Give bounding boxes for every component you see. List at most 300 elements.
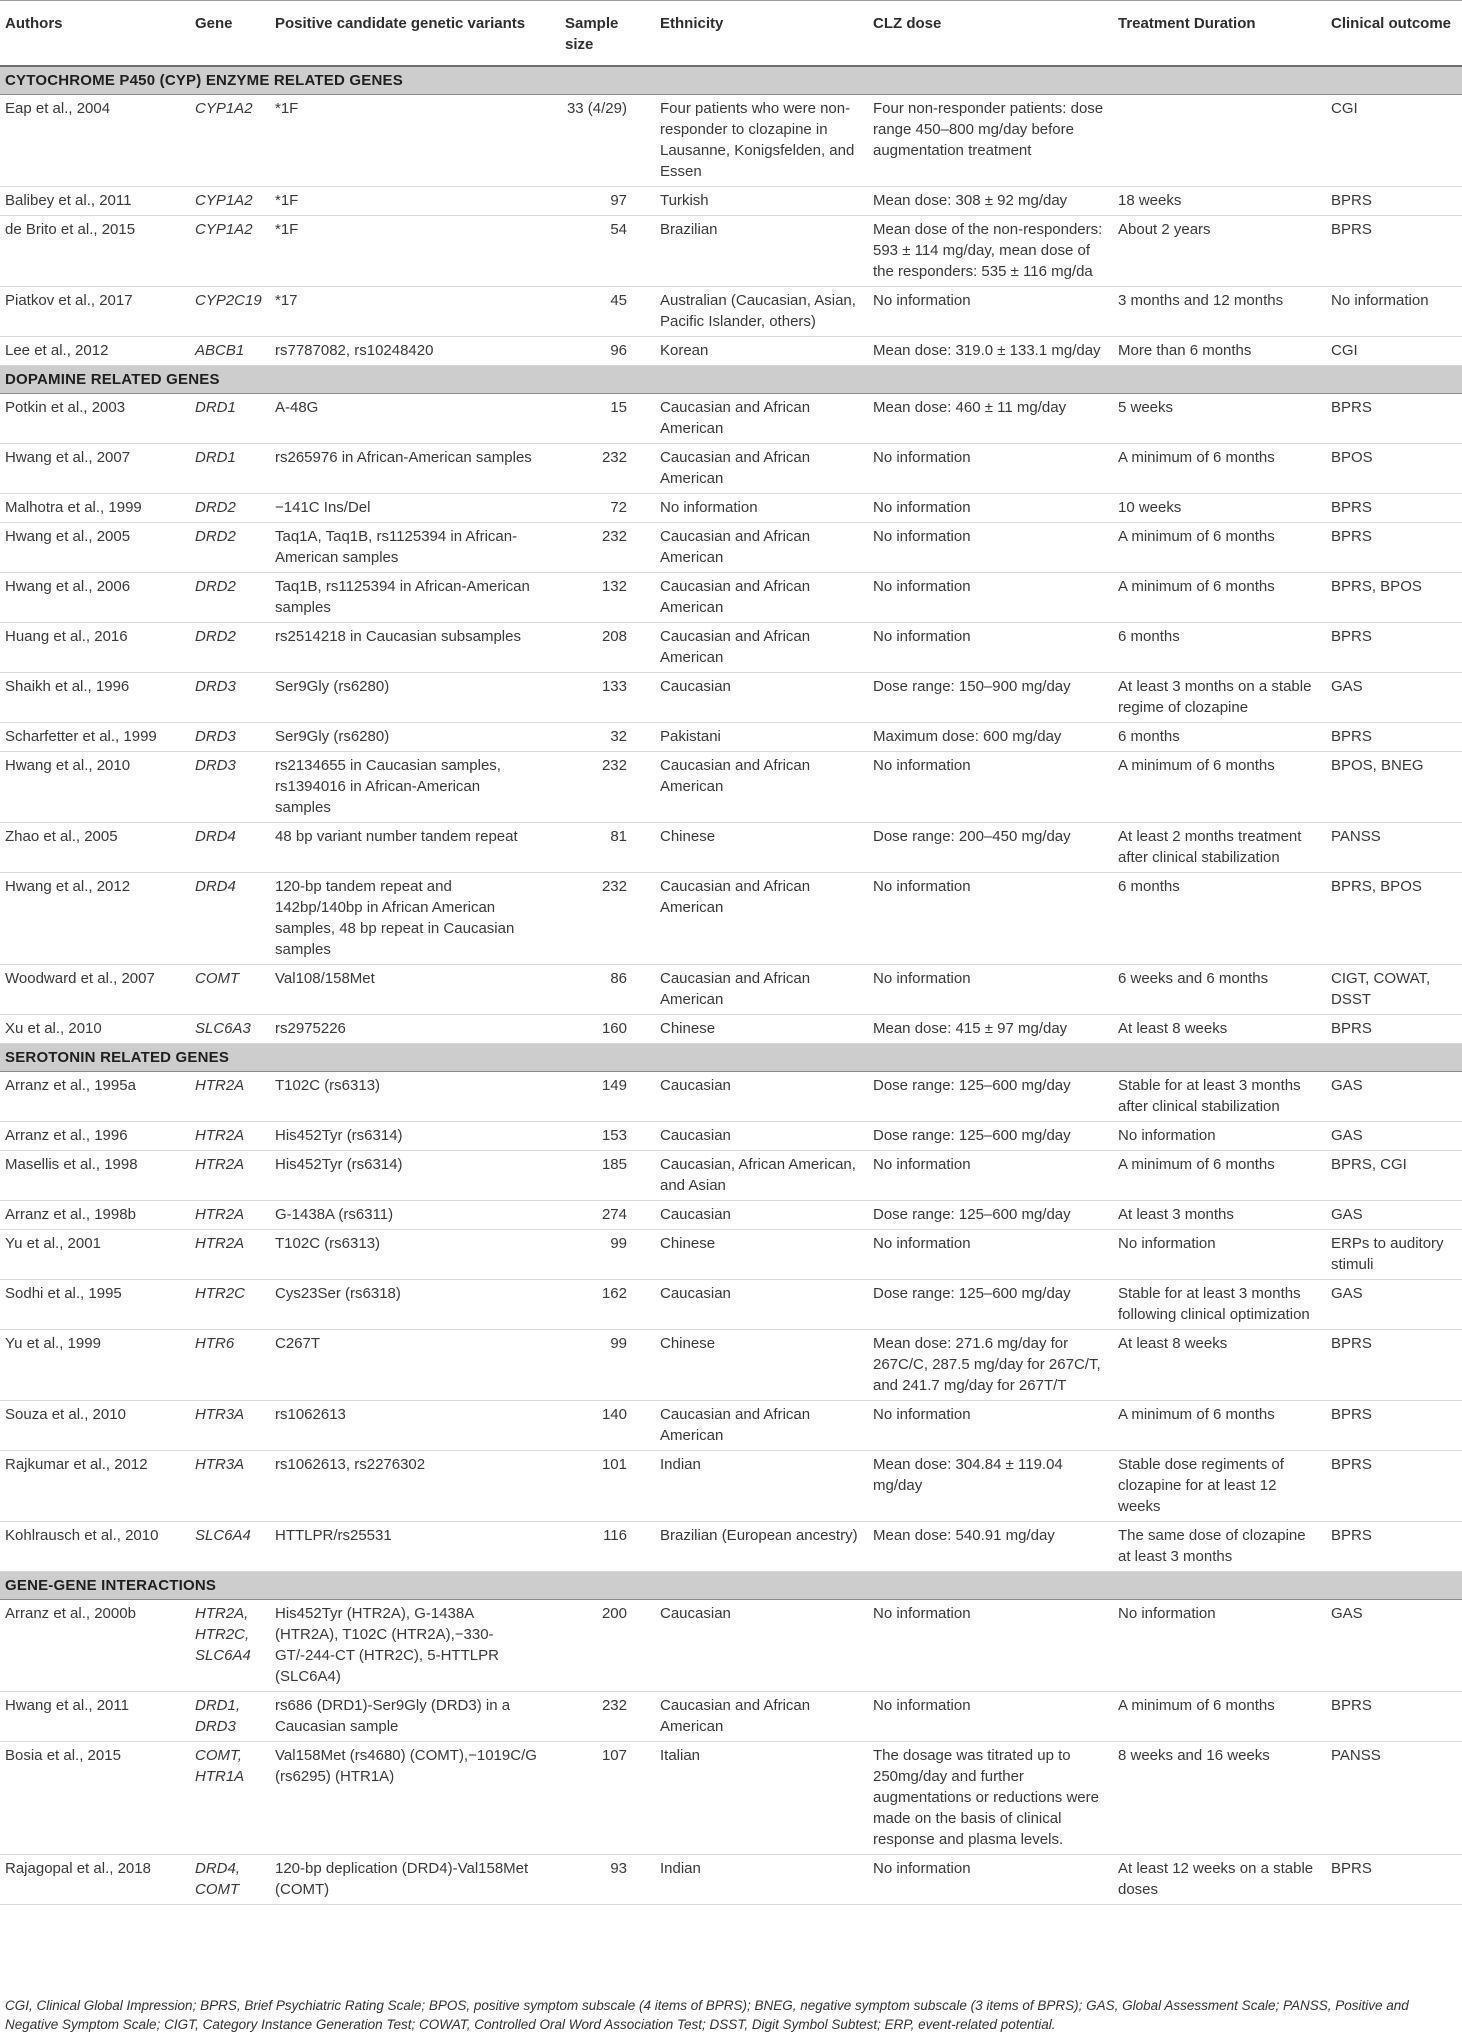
- cell-ethnicity: Four patients who were non-responder to clozapine in Lausanne, Konigsfelden, and Essen: [655, 95, 868, 187]
- cell-treatment-duration: About 2 years: [1113, 216, 1326, 287]
- cell-sample-size: 32: [545, 723, 655, 752]
- cell-clz-dose: No information: [868, 494, 1113, 523]
- cell-clz-dose: Mean dose: 460 ± 11 mg/day: [868, 394, 1113, 444]
- header-clinical-outcome: Clinical outcome: [1326, 1, 1462, 67]
- cell-clz-dose: Mean dose: 415 ± 97 mg/day: [868, 1015, 1113, 1044]
- cell-author: Xu et al., 2010: [0, 1015, 190, 1044]
- cell-ethnicity: Caucasian: [655, 1201, 868, 1230]
- cell-treatment-duration: At least 3 months on a stable regime of clozapine: [1113, 673, 1326, 723]
- cell-clinical-outcome: BPOS: [1326, 444, 1462, 494]
- cell-gene: HTR3A: [190, 1401, 270, 1451]
- cell-author: Masellis et al., 1998: [0, 1151, 190, 1201]
- cell-clinical-outcome: CGI: [1326, 95, 1462, 187]
- cell-sample-size: 107: [545, 1742, 655, 1855]
- cell-clinical-outcome: BPRS: [1326, 1522, 1462, 1572]
- cell-sample-size: 101: [545, 1451, 655, 1522]
- table-row: [0, 1151, 1462, 1201]
- cell-author: Bosia et al., 2015: [0, 1742, 190, 1855]
- cell-variants: His452Tyr (HTR2A), G-1438A (HTR2A), T102C (HTR2A),−330-GT/-244-CT (HTR2C), 5-HTTLPR (SLC6A4): [270, 1600, 545, 1692]
- cell-gene: CYP1A2: [190, 95, 270, 187]
- cell-ethnicity: Caucasian and African American: [655, 873, 868, 965]
- cell-treatment-duration: The same dose of clozapine at least 3 months: [1113, 1522, 1326, 1572]
- table-row: [0, 873, 1462, 965]
- cell-author: Hwang et al., 2012: [0, 873, 190, 965]
- section-header-row: [0, 66, 1462, 95]
- table-row: [0, 965, 1462, 1015]
- cell-variants: 120-bp tandem repeat and 142bp/140bp in African American samples, 48 bp repeat in Caucasian samples: [270, 873, 545, 965]
- cell-author: Balibey et al., 2011: [0, 187, 190, 216]
- cell-ethnicity: Caucasian and African American: [655, 394, 868, 444]
- cell-clinical-outcome: GAS: [1326, 1600, 1462, 1692]
- cell-gene: DRD2: [190, 573, 270, 623]
- cell-ethnicity: Caucasian: [655, 1600, 868, 1692]
- cell-treatment-duration: Stable for at least 3 months following clinical optimization: [1113, 1280, 1326, 1330]
- cell-variants: *17: [270, 287, 545, 337]
- cell-ethnicity: Caucasian and African American: [655, 623, 868, 673]
- cell-clz-dose: No information: [868, 1692, 1113, 1742]
- cell-gene: CYP1A2: [190, 216, 270, 287]
- cell-ethnicity: Caucasian and African American: [655, 965, 868, 1015]
- cell-variants: Taq1B, rs1125394 in African-American samples: [270, 573, 545, 623]
- cell-treatment-duration: 18 weeks: [1113, 187, 1326, 216]
- cell-sample-size: 274: [545, 1201, 655, 1230]
- cell-clz-dose: The dosage was titrated up to 250mg/day and further augmentations or reductions were made on the basis of clinical response and plasma levels.: [868, 1742, 1113, 1855]
- cell-variants: Val158Met (rs4680) (COMT),−1019C/G (rs6295) (HTR1A): [270, 1742, 545, 1855]
- cell-clz-dose: No information: [868, 287, 1113, 337]
- cell-author: Sodhi et al., 1995: [0, 1280, 190, 1330]
- cell-clz-dose: No information: [868, 873, 1113, 965]
- cell-clinical-outcome: GAS: [1326, 1201, 1462, 1230]
- cell-author: Eap et al., 2004: [0, 95, 190, 187]
- cell-ethnicity: Caucasian and African American: [655, 573, 868, 623]
- cell-gene: DRD4, COMT: [190, 1855, 270, 1905]
- table-row: [0, 1401, 1462, 1451]
- cell-gene: HTR2A: [190, 1122, 270, 1151]
- cell-clz-dose: Dose range: 125–600 mg/day: [868, 1280, 1113, 1330]
- cell-author: Hwang et al., 2011: [0, 1692, 190, 1742]
- cell-treatment-duration: No information: [1113, 1230, 1326, 1280]
- cell-clinical-outcome: BPRS: [1326, 187, 1462, 216]
- cell-clz-dose: No information: [868, 752, 1113, 823]
- cell-gene: DRD2: [190, 623, 270, 673]
- section-header-row: [0, 1572, 1462, 1600]
- cell-clinical-outcome: BPRS, CGI: [1326, 1151, 1462, 1201]
- cell-ethnicity: Caucasian: [655, 1072, 868, 1122]
- table-row: [0, 1072, 1462, 1122]
- cell-sample-size: 232: [545, 873, 655, 965]
- cell-gene: ABCB1: [190, 337, 270, 366]
- cell-clz-dose: Mean dose of the non-responders: 593 ± 114 mg/day, mean dose of the responders: 535 ± 116 mg/da: [868, 216, 1113, 287]
- cell-ethnicity: Chinese: [655, 1015, 868, 1044]
- cell-ethnicity: Caucasian, African American, and Asian: [655, 1151, 868, 1201]
- cell-variants: Taq1A, Taq1B, rs1125394 in African-American samples: [270, 523, 545, 573]
- cell-clz-dose: No information: [868, 1401, 1113, 1451]
- table-row: [0, 444, 1462, 494]
- table-row: [0, 337, 1462, 366]
- cell-treatment-duration: At least 2 months treatment after clinical stabilization: [1113, 823, 1326, 873]
- cell-treatment-duration: Stable for at least 3 months after clinical stabilization: [1113, 1072, 1326, 1122]
- cell-clz-dose: No information: [868, 1151, 1113, 1201]
- table-row: [0, 823, 1462, 873]
- cell-sample-size: 132: [545, 573, 655, 623]
- cell-author: Arranz et al., 1995a: [0, 1072, 190, 1122]
- table-row: [0, 1201, 1462, 1230]
- cell-author: Yu et al., 1999: [0, 1330, 190, 1401]
- header-authors: Authors: [0, 1, 190, 67]
- cell-ethnicity: Caucasian and African American: [655, 752, 868, 823]
- cell-clinical-outcome: BPRS: [1326, 1015, 1462, 1044]
- cell-ethnicity: No information: [655, 494, 868, 523]
- cell-gene: DRD2: [190, 494, 270, 523]
- cell-sample-size: 200: [545, 1600, 655, 1692]
- cell-clz-dose: Four non-responder patients: dose range 450–800 mg/day before augmentation treatment: [868, 95, 1113, 187]
- cell-ethnicity: Caucasian and African American: [655, 1692, 868, 1742]
- table-row: [0, 523, 1462, 573]
- cell-treatment-duration: 6 weeks and 6 months: [1113, 965, 1326, 1015]
- cell-variants: T102C (rs6313): [270, 1072, 545, 1122]
- table-row: [0, 1600, 1462, 1692]
- cell-variants: rs2514218 in Caucasian subsamples: [270, 623, 545, 673]
- cell-treatment-duration: At least 12 weeks on a stable doses: [1113, 1855, 1326, 1905]
- cell-treatment-duration: A minimum of 6 months: [1113, 523, 1326, 573]
- cell-treatment-duration: 5 weeks: [1113, 394, 1326, 444]
- cell-sample-size: 81: [545, 823, 655, 873]
- cell-clz-dose: No information: [868, 623, 1113, 673]
- cell-gene: HTR6: [190, 1330, 270, 1401]
- cell-ethnicity: Australian (Caucasian, Asian, Pacific Islander, others): [655, 287, 868, 337]
- cell-sample-size: 232: [545, 1692, 655, 1742]
- section-title: DOPAMINE RELATED GENES: [0, 366, 1462, 394]
- section-header-row: [0, 1044, 1462, 1072]
- cell-author: Hwang et al., 2006: [0, 573, 190, 623]
- table-header: [0, 1, 1462, 67]
- table-row: [0, 1230, 1462, 1280]
- cell-clinical-outcome: GAS: [1326, 1122, 1462, 1151]
- table-row: [0, 573, 1462, 623]
- cell-sample-size: 232: [545, 752, 655, 823]
- table-row: [0, 623, 1462, 673]
- cell-gene: HTR2C: [190, 1280, 270, 1330]
- cell-gene: HTR2A: [190, 1151, 270, 1201]
- cell-gene: SLC6A4: [190, 1522, 270, 1572]
- header-sample-size: Sample size: [545, 1, 655, 67]
- cell-author: Malhotra et al., 1999: [0, 494, 190, 523]
- cell-clz-dose: Mean dose: 319.0 ± 133.1 mg/day: [868, 337, 1113, 366]
- cell-ethnicity: Caucasian and African American: [655, 444, 868, 494]
- cell-clinical-outcome: BPRS: [1326, 1330, 1462, 1401]
- cell-sample-size: 153: [545, 1122, 655, 1151]
- cell-clinical-outcome: BPRS: [1326, 1692, 1462, 1742]
- cell-gene: DRD3: [190, 673, 270, 723]
- section-title: CYTOCHROME P450 (CYP) ENZYME RELATED GENES: [0, 66, 1462, 95]
- cell-treatment-duration: A minimum of 6 months: [1113, 1692, 1326, 1742]
- cell-clz-dose: Mean dose: 304.84 ± 119.04 mg/day: [868, 1451, 1113, 1522]
- cell-author: Souza et al., 2010: [0, 1401, 190, 1451]
- cell-sample-size: 232: [545, 444, 655, 494]
- cell-gene: DRD4: [190, 873, 270, 965]
- cell-author: Hwang et al., 2010: [0, 752, 190, 823]
- cell-sample-size: 99: [545, 1330, 655, 1401]
- cell-clz-dose: Mean dose: 540.91 mg/day: [868, 1522, 1113, 1572]
- cell-treatment-duration: 3 months and 12 months: [1113, 287, 1326, 337]
- cell-gene: CYP2C19: [190, 287, 270, 337]
- cell-treatment-duration: 6 months: [1113, 723, 1326, 752]
- cell-author: Arranz et al., 1998b: [0, 1201, 190, 1230]
- cell-clinical-outcome: CGI: [1326, 337, 1462, 366]
- table-row: [0, 1015, 1462, 1044]
- cell-variants: *1F: [270, 187, 545, 216]
- cell-author: Rajkumar et al., 2012: [0, 1451, 190, 1522]
- cell-gene: COMT: [190, 965, 270, 1015]
- cell-author: Lee et al., 2012: [0, 337, 190, 366]
- cell-clinical-outcome: BPRS, BPOS: [1326, 873, 1462, 965]
- cell-variants: *1F: [270, 95, 545, 187]
- cell-treatment-duration: At least 8 weeks: [1113, 1330, 1326, 1401]
- cell-ethnicity: Caucasian and African American: [655, 1401, 868, 1451]
- cell-clz-dose: Dose range: 125–600 mg/day: [868, 1201, 1113, 1230]
- cell-sample-size: 99: [545, 1230, 655, 1280]
- cell-clz-dose: Dose range: 200–450 mg/day: [868, 823, 1113, 873]
- table-footnote: CGI, Clinical Global Impression; BPRS, Brief Psychiatric Rating Scale; BPOS, positive symptom subscale (4 items of BPRS); BNEG, negative symptom subscale (3 items of BPRS); GAS, Global Assessment Scale; PANSS, Positive and Negative Symptom Scale; CIGT, Category Instance Generation Test; COWAT, Controlled Oral Word Association Test; DSST, Digit Symbol Subtest; ERP, event-related potential.: [5, 1998, 1409, 2032]
- cell-variants: 120-bp deplication (DRD4)-Val158Met (COMT): [270, 1855, 545, 1905]
- cell-clz-dose: Maximum dose: 600 mg/day: [868, 723, 1113, 752]
- cell-variants: Ser9Gly (rs6280): [270, 723, 545, 752]
- cell-ethnicity: Korean: [655, 337, 868, 366]
- cell-variants: rs7787082, rs10248420: [270, 337, 545, 366]
- cell-treatment-duration: More than 6 months: [1113, 337, 1326, 366]
- cell-ethnicity: Caucasian and African American: [655, 523, 868, 573]
- cell-author: Rajagopal et al., 2018: [0, 1855, 190, 1905]
- cell-variants: 48 bp variant number tandem repeat: [270, 823, 545, 873]
- cell-sample-size: 149: [545, 1072, 655, 1122]
- cell-treatment-duration: Stable dose regiments of clozapine for at least 12 weeks: [1113, 1451, 1326, 1522]
- cell-gene: DRD1: [190, 444, 270, 494]
- cell-variants: *1F: [270, 216, 545, 287]
- cell-clinical-outcome: BPRS: [1326, 216, 1462, 287]
- cell-ethnicity: Pakistani: [655, 723, 868, 752]
- cell-author: Arranz et al., 2000b: [0, 1600, 190, 1692]
- cell-sample-size: 116: [545, 1522, 655, 1572]
- table-row: [0, 394, 1462, 444]
- cell-treatment-duration: 8 weeks and 16 weeks: [1113, 1742, 1326, 1855]
- cell-ethnicity: Turkish: [655, 187, 868, 216]
- cell-clz-dose: Mean dose: 271.6 mg/day for 267C/C, 287.5 mg/day for 267C/T, and 241.7 mg/day for 267T/T: [868, 1330, 1113, 1401]
- cell-clinical-outcome: BPRS, BPOS: [1326, 573, 1462, 623]
- cell-variants: Val108/158Met: [270, 965, 545, 1015]
- cell-clz-dose: No information: [868, 444, 1113, 494]
- cell-clinical-outcome: PANSS: [1326, 823, 1462, 873]
- cell-author: Woodward et al., 2007: [0, 965, 190, 1015]
- cell-clz-dose: No information: [868, 965, 1113, 1015]
- cell-sample-size: 140: [545, 1401, 655, 1451]
- cell-ethnicity: Caucasian: [655, 1280, 868, 1330]
- cell-ethnicity: Chinese: [655, 1230, 868, 1280]
- cell-clinical-outcome: GAS: [1326, 1280, 1462, 1330]
- cell-treatment-duration: No information: [1113, 1600, 1326, 1692]
- cell-clinical-outcome: GAS: [1326, 1072, 1462, 1122]
- header-treatment-duration: Treatment Duration: [1113, 1, 1326, 67]
- header-variants: Positive candidate genetic variants: [270, 1, 545, 67]
- cell-clinical-outcome: BPRS: [1326, 1451, 1462, 1522]
- cell-variants: His452Tyr (rs6314): [270, 1122, 545, 1151]
- cell-treatment-duration: 6 months: [1113, 623, 1326, 673]
- cell-gene: DRD3: [190, 752, 270, 823]
- cell-treatment-duration: At least 8 weeks: [1113, 1015, 1326, 1044]
- cell-clinical-outcome: BPRS: [1326, 394, 1462, 444]
- cell-gene: DRD1: [190, 394, 270, 444]
- cell-clinical-outcome: ERPs to auditory stimuli: [1326, 1230, 1462, 1280]
- cell-sample-size: 45: [545, 287, 655, 337]
- cell-treatment-duration: 10 weeks: [1113, 494, 1326, 523]
- table-row: [0, 187, 1462, 216]
- cell-author: Yu et al., 2001: [0, 1230, 190, 1280]
- cell-variants: rs265976 in African-American samples: [270, 444, 545, 494]
- cell-treatment-duration: A minimum of 6 months: [1113, 573, 1326, 623]
- table-row: [0, 494, 1462, 523]
- cell-sample-size: 232: [545, 523, 655, 573]
- cell-clinical-outcome: BPRS: [1326, 523, 1462, 573]
- cell-gene: HTR2A, HTR2C, SLC6A4: [190, 1600, 270, 1692]
- cell-variants: A-48G: [270, 394, 545, 444]
- table-row: [0, 752, 1462, 823]
- cell-gene: DRD3: [190, 723, 270, 752]
- cell-variants: Ser9Gly (rs6280): [270, 673, 545, 723]
- cell-clinical-outcome: BPRS: [1326, 723, 1462, 752]
- cell-gene: HTR3A: [190, 1451, 270, 1522]
- cell-gene: HTR2A: [190, 1230, 270, 1280]
- cell-clinical-outcome: BPRS: [1326, 494, 1462, 523]
- cell-author: Piatkov et al., 2017: [0, 287, 190, 337]
- cell-author: de Brito et al., 2015: [0, 216, 190, 287]
- cell-treatment-duration: A minimum of 6 months: [1113, 1401, 1326, 1451]
- cell-gene: DRD4: [190, 823, 270, 873]
- cell-sample-size: 93: [545, 1855, 655, 1905]
- cell-clz-dose: Dose range: 125–600 mg/day: [868, 1122, 1113, 1151]
- cell-clz-dose: No information: [868, 1230, 1113, 1280]
- table-row: [0, 1692, 1462, 1742]
- cell-author: Shaikh et al., 1996: [0, 673, 190, 723]
- cell-author: Potkin et al., 2003: [0, 394, 190, 444]
- cell-ethnicity: Brazilian: [655, 216, 868, 287]
- table-row: [0, 95, 1462, 187]
- cell-sample-size: 54: [545, 216, 655, 287]
- table-row: [0, 723, 1462, 752]
- cell-sample-size: 185: [545, 1151, 655, 1201]
- section-header-row: [0, 366, 1462, 394]
- cell-variants: rs2975226: [270, 1015, 545, 1044]
- section-title: GENE-GENE INTERACTIONS: [0, 1572, 1462, 1600]
- cell-treatment-duration: [1113, 95, 1326, 187]
- cell-gene: DRD2: [190, 523, 270, 573]
- cell-clinical-outcome: CIGT, COWAT, DSST: [1326, 965, 1462, 1015]
- cell-author: Zhao et al., 2005: [0, 823, 190, 873]
- cell-sample-size: 15: [545, 394, 655, 444]
- cell-sample-size: 72: [545, 494, 655, 523]
- cell-variants: G-1438A (rs6311): [270, 1201, 545, 1230]
- table-row: [0, 1280, 1462, 1330]
- cell-sample-size: 33 (4/29): [545, 95, 655, 187]
- cell-treatment-duration: 6 months: [1113, 873, 1326, 965]
- table-row: [0, 1742, 1462, 1855]
- header-clz-dose: CLZ dose: [868, 1, 1113, 67]
- cell-treatment-duration: A minimum of 6 months: [1113, 752, 1326, 823]
- cell-treatment-duration: At least 3 months: [1113, 1201, 1326, 1230]
- cell-variants: T102C (rs6313): [270, 1230, 545, 1280]
- cell-gene: COMT, HTR1A: [190, 1742, 270, 1855]
- cell-sample-size: 208: [545, 623, 655, 673]
- section-title: SEROTONIN RELATED GENES: [0, 1044, 1462, 1072]
- cell-variants: rs1062613, rs2276302: [270, 1451, 545, 1522]
- cell-author: Scharfetter et al., 1999: [0, 723, 190, 752]
- cell-clz-dose: No information: [868, 573, 1113, 623]
- cell-clz-dose: No information: [868, 1600, 1113, 1692]
- cell-variants: rs2134655 in Caucasian samples, rs1394016 in African-American samples: [270, 752, 545, 823]
- cell-clinical-outcome: BPRS: [1326, 1855, 1462, 1905]
- cell-ethnicity: Brazilian (European ancestry): [655, 1522, 868, 1572]
- cell-variants: C267T: [270, 1330, 545, 1401]
- cell-sample-size: 133: [545, 673, 655, 723]
- table-row: [0, 216, 1462, 287]
- cell-clz-dose: Mean dose: 308 ± 92 mg/day: [868, 187, 1113, 216]
- cell-clinical-outcome: BPRS: [1326, 1401, 1462, 1451]
- table-row: [0, 1855, 1462, 1905]
- cell-clinical-outcome: BPRS: [1326, 623, 1462, 673]
- cell-sample-size: 162: [545, 1280, 655, 1330]
- cell-sample-size: 96: [545, 337, 655, 366]
- header-ethnicity: Ethnicity: [655, 1, 868, 67]
- cell-ethnicity: Caucasian: [655, 1122, 868, 1151]
- header-gene: Gene: [190, 1, 270, 67]
- table-row: [0, 1451, 1462, 1522]
- cell-clinical-outcome: BPOS, BNEG: [1326, 752, 1462, 823]
- cell-variants: rs686 (DRD1)-Ser9Gly (DRD3) in a Caucasian sample: [270, 1692, 545, 1742]
- cell-variants: HTTLPR/rs25531: [270, 1522, 545, 1572]
- cell-treatment-duration: A minimum of 6 months: [1113, 1151, 1326, 1201]
- cell-clinical-outcome: GAS: [1326, 673, 1462, 723]
- cell-clz-dose: Dose range: 150–900 mg/day: [868, 673, 1113, 723]
- cell-author: Hwang et al., 2007: [0, 444, 190, 494]
- cell-author: Arranz et al., 1996: [0, 1122, 190, 1151]
- cell-sample-size: 86: [545, 965, 655, 1015]
- cell-gene: DRD1, DRD3: [190, 1692, 270, 1742]
- cell-ethnicity: Chinese: [655, 1330, 868, 1401]
- cell-clz-dose: No information: [868, 1855, 1113, 1905]
- table-row: [0, 287, 1462, 337]
- cell-gene: SLC6A3: [190, 1015, 270, 1044]
- cell-sample-size: 160: [545, 1015, 655, 1044]
- cell-ethnicity: Indian: [655, 1855, 868, 1905]
- cell-treatment-duration: A minimum of 6 months: [1113, 444, 1326, 494]
- cell-ethnicity: Italian: [655, 1742, 868, 1855]
- cell-ethnicity: Caucasian: [655, 673, 868, 723]
- cell-variants: His452Tyr (rs6314): [270, 1151, 545, 1201]
- cell-author: Huang et al., 2016: [0, 623, 190, 673]
- cell-ethnicity: Chinese: [655, 823, 868, 873]
- cell-variants: Cys23Ser (rs6318): [270, 1280, 545, 1330]
- cell-clz-dose: No information: [868, 523, 1113, 573]
- cell-gene: CYP1A2: [190, 187, 270, 216]
- table-row: [0, 1122, 1462, 1151]
- cell-ethnicity: Indian: [655, 1451, 868, 1522]
- table-row: [0, 1330, 1462, 1401]
- cell-clinical-outcome: No information: [1326, 287, 1462, 337]
- cell-gene: HTR2A: [190, 1201, 270, 1230]
- cell-sample-size: 97: [545, 187, 655, 216]
- cell-treatment-duration: No information: [1113, 1122, 1326, 1151]
- table-row: [0, 673, 1462, 723]
- cell-clinical-outcome: PANSS: [1326, 1742, 1462, 1855]
- cell-author: Hwang et al., 2005: [0, 523, 190, 573]
